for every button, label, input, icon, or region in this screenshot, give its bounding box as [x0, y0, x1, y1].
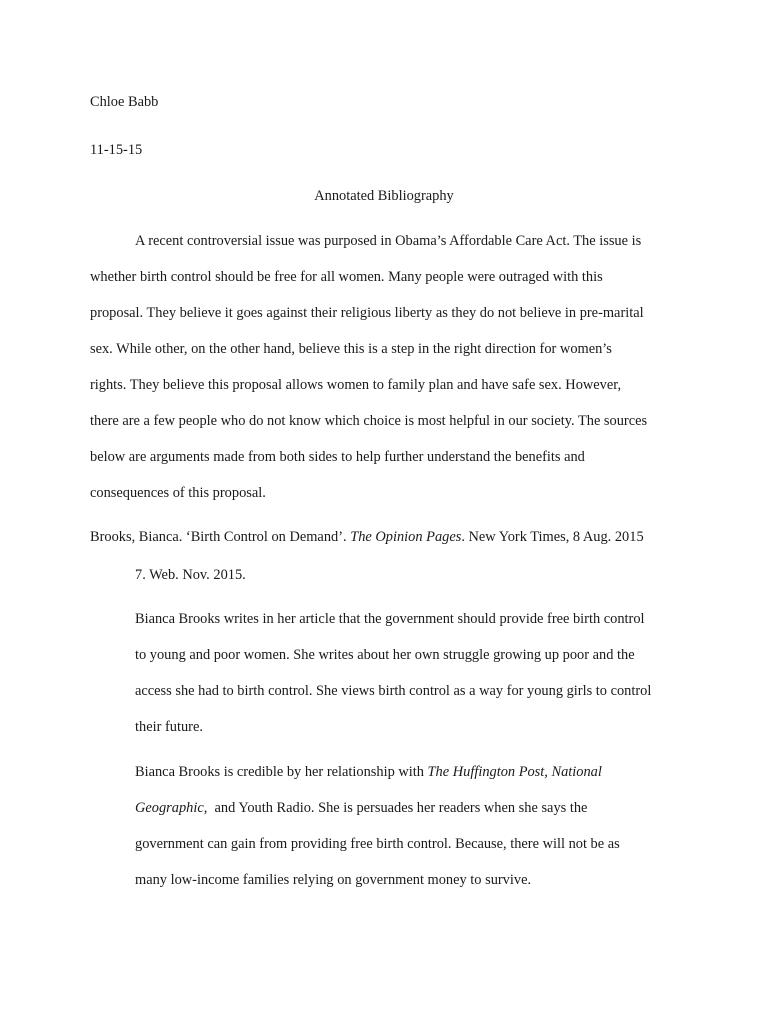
citation-source: The Opinion Pages [350, 529, 462, 545]
intro-line: sex. While other, on the other hand, believe this is a step in the right direction for women’s [90, 341, 612, 357]
citation-continuation: 7. Web. Nov. 2015. [135, 567, 246, 583]
citation-entry [90, 528, 644, 546]
evaluation-line: many low-income families relying on government money to survive. [135, 872, 532, 888]
citation-prefix: Brooks, Bianca. ‘Birth Control on Demand’. [90, 529, 351, 545]
summary-line: their future. [135, 719, 203, 735]
intro-line: proposal. They believe it goes against their religious liberty as they do not believe in pre-marital [90, 305, 644, 321]
intro-line: whether birth control should be free for all women. Many people were outraged with this [90, 269, 603, 285]
intro-line: rights. They believe this proposal allows women to family plan and have safe sex. However, [90, 377, 622, 393]
evaluation-line [135, 799, 587, 817]
summary-line: Bianca Brooks writes in her article that the government should provide free birth control [135, 611, 645, 627]
intro-line: consequences of this proposal. [90, 485, 266, 501]
evaluation-italic-source: Geographic, [135, 800, 208, 816]
summary-line: to young and poor women. She writes about her own struggle growing up poor and the [135, 647, 635, 663]
evaluation-line: government can gain from providing free birth control. Because, there will not be as [135, 836, 620, 852]
evaluation-italic-source: The Huffington Post, National [427, 764, 602, 780]
intro-line: A recent controversial issue was purposed in Obama’s Affordable Care Act. The issue is [135, 233, 642, 249]
summary-line: access she had to birth control. She views birth control as a way for young girls to control [135, 683, 652, 699]
citation-suffix: . New York Times, 8 Aug. 2015 [461, 529, 644, 545]
evaluation-line [135, 763, 602, 781]
intro-line: below are arguments made from both sides to help further understand the benefits and [90, 449, 585, 465]
intro-line: there are a few people who do not know which choice is most helpful in our society. The sources [90, 413, 648, 429]
document-date: 11-15-15 [90, 142, 143, 158]
evaluation-suffix: and Youth Radio. She is persuades her readers when she says the [207, 800, 588, 816]
author-name: Chloe Babb [90, 94, 159, 110]
document-title: Annotated Bibliography [314, 188, 454, 204]
evaluation-prefix: Bianca Brooks is credible by her relationship with [135, 764, 428, 780]
